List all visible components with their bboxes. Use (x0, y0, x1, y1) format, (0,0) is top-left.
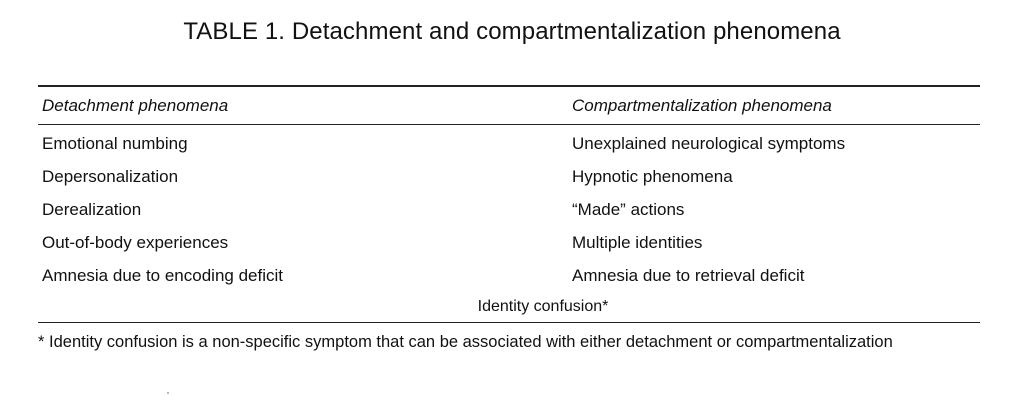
header-detachment: Detachment phenomena (42, 95, 229, 115)
compartmentalization-cell: “Made” actions (572, 199, 685, 219)
table-row (38, 160, 980, 193)
scan-speck (167, 392, 169, 394)
detachment-cell: Derealization (42, 199, 142, 219)
table-row (38, 127, 980, 160)
spanning-row (38, 292, 980, 322)
detachment-cell: Depersonalization (42, 166, 179, 186)
table-title: TABLE 1. Detachment and compartmentalization phenomena (183, 18, 841, 45)
compartmentalization-cell: Multiple identities (572, 232, 703, 252)
header-compartmentalization: Compartmentalization phenomena (572, 95, 832, 115)
table-row (38, 193, 980, 226)
bottom-rule (38, 322, 980, 323)
table-header-row (38, 87, 980, 124)
detachment-cell: Emotional numbing (42, 133, 188, 153)
identity-confusion-cell: Identity confusion* (477, 298, 609, 315)
compartmentalization-cell: Unexplained neurological symptoms (572, 133, 846, 153)
header-rule (38, 124, 980, 125)
detachment-cell: Amnesia due to encoding deficit (42, 265, 283, 285)
table-row (38, 226, 980, 259)
table-footnote: * Identity confusion is a non-specific symptom that can be associated with either detachment or compartmentalization (38, 333, 893, 351)
table-row (38, 259, 980, 292)
phenomena-table (38, 85, 980, 352)
compartmentalization-cell: Hypnotic phenomena (572, 166, 733, 186)
detachment-cell: Out-of-body experiences (42, 232, 229, 252)
compartmentalization-cell: Amnesia due to retrieval deficit (572, 265, 805, 285)
